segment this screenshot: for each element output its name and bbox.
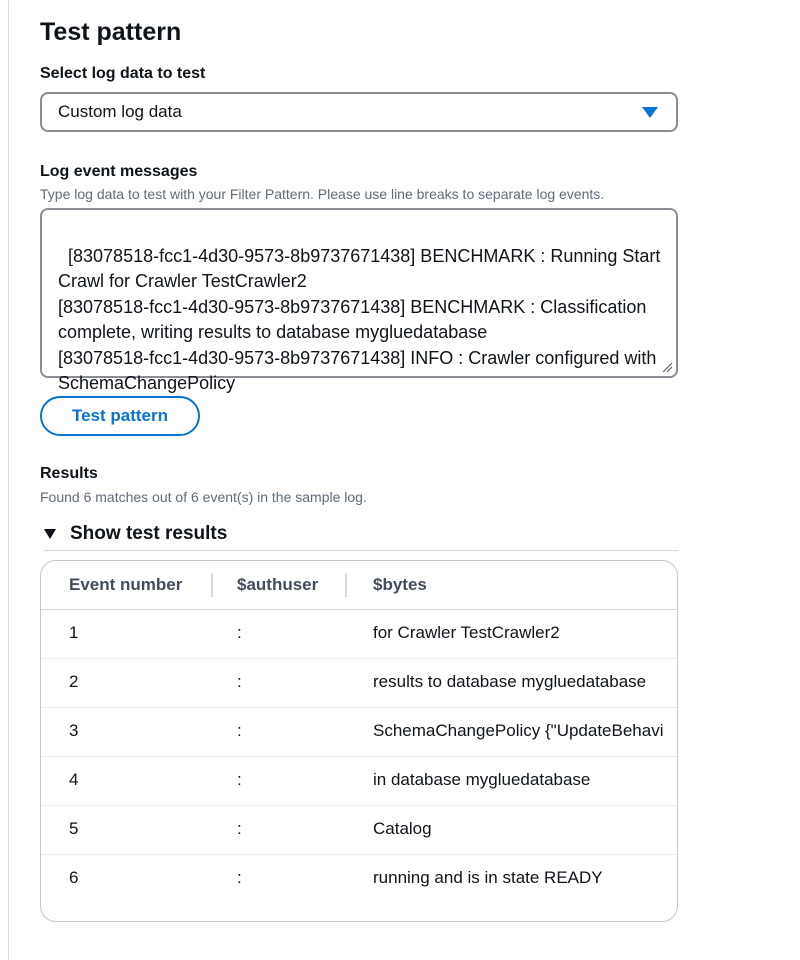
cell-authuser: : [237, 868, 242, 887]
column-resizer[interactable] [211, 573, 213, 597]
cell-event-number: 5 [69, 819, 79, 838]
show-test-results-expander[interactable] [44, 518, 678, 551]
table-row [41, 805, 677, 855]
log-select-label: Select log data to test [40, 65, 206, 82]
log-data-select-value: Custom log data [58, 102, 182, 121]
cell-bytes: Catalog [373, 819, 432, 838]
column-resizer[interactable] [345, 573, 347, 597]
column-header-authuser[interactable]: $authuser [237, 575, 319, 594]
triangle-down-icon [44, 529, 56, 539]
log-messages-label: Log event messages [40, 163, 198, 180]
cell-authuser: : [237, 672, 242, 691]
table-row [41, 707, 677, 757]
cell-event-number: 6 [69, 868, 79, 887]
resize-handle-icon[interactable] [661, 361, 673, 373]
cell-authuser: : [237, 770, 242, 789]
cell-authuser: : [237, 819, 242, 838]
results-table [40, 560, 678, 922]
cell-event-number: 3 [69, 721, 79, 740]
cell-bytes: results to database mygluedatabase [373, 672, 647, 691]
table-header [41, 561, 677, 610]
log-data-select[interactable] [40, 92, 678, 132]
section-title: Test pattern [40, 18, 182, 46]
cell-event-number: 4 [69, 770, 79, 789]
results-label: Results [40, 465, 98, 482]
cell-event-number: 1 [69, 623, 79, 642]
cell-bytes: SchemaChangePolicy {"UpdateBehavi [373, 721, 664, 740]
table-row [41, 854, 677, 903]
test-pattern-button[interactable]: Test pattern [40, 396, 200, 436]
column-header-bytes[interactable]: $bytes [373, 575, 427, 594]
cell-authuser: : [237, 721, 242, 740]
cell-bytes: running and is in state READY [373, 868, 603, 887]
column-header-event-number[interactable]: Event number [69, 575, 183, 594]
cell-authuser: : [237, 623, 242, 642]
cell-event-number: 2 [69, 672, 79, 691]
expander-label: Show test results [70, 523, 228, 544]
caret-down-icon [642, 107, 658, 118]
cell-bytes: for Crawler TestCrawler2 [373, 623, 560, 642]
table-row [41, 609, 677, 659]
table-row [41, 756, 677, 806]
log-messages-textarea[interactable] [40, 208, 678, 393]
table-row [41, 658, 677, 708]
cell-bytes: in database mygluedatabase [373, 770, 591, 789]
results-summary: Found 6 matches out of 6 event(s) in the sample log. [40, 489, 367, 505]
log-messages-text: [83078518-fcc1-4d30-9573-8b9737671438] BENCHMARK : Running Start Crawl for Crawler TestCrawler2 [83078518-fcc1-4d30-9573-8b9737671438] BENCHMARK : Classification complete, writing results to database mygluedatabase [83078518-fcc1-4d30-9573-8b9737671438] INFO : Crawler configured with SchemaChangePolicy [58, 245, 661, 393]
log-messages-description: Type log data to test with your Filter Pattern. Please use line breaks to separate log events. [40, 186, 605, 202]
